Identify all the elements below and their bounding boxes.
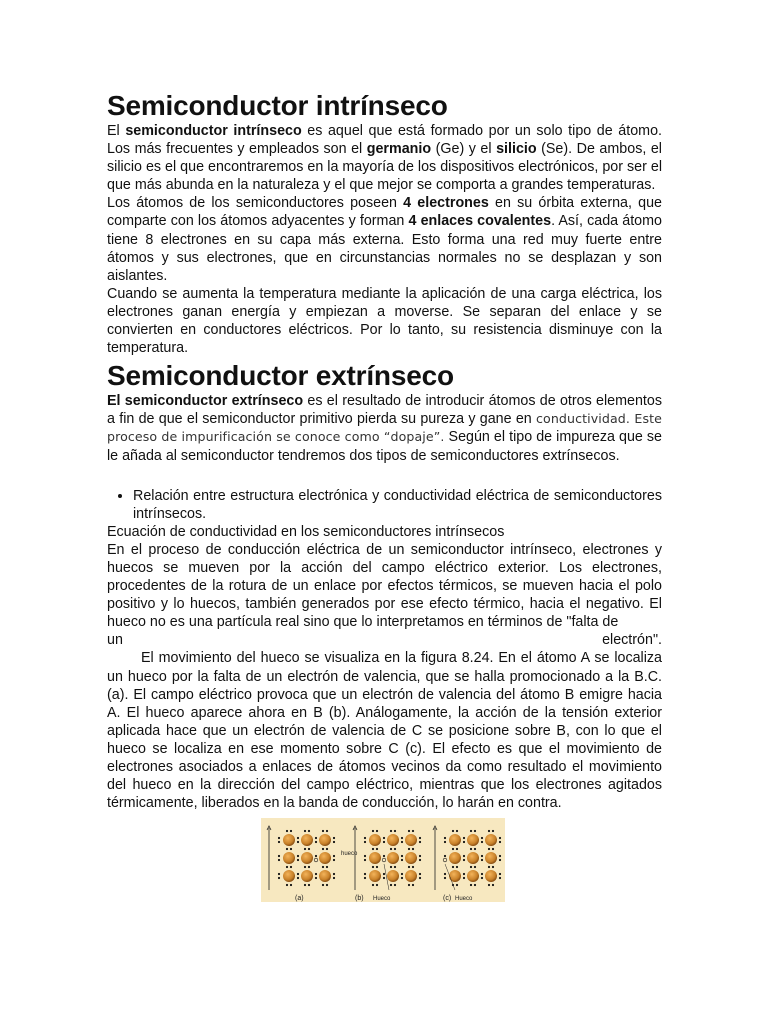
lattice-diagram [261,818,505,902]
hueco-label-a: hueco [341,851,358,858]
paragraph-covalent-bonds: Los átomos de los semiconductores poseen 4 electrones en su órbita externa, que comparte con los átomos adyacentes y forman 4 enlaces covalentes. Así, cada átomo tiene 8 electrones en su capa más externa. Esto forma una red muy fuerte entre átomos y sus electrones, que en circunstancias normales no se desplazan y son aislantes. [107,195,662,284]
paragraph-temperature: Cuando se aumenta la temperatura mediante la aplicación de una carga eléctrica, los electrones ganan energía y empiezan a moverse. Se separan del enlace y se convierten en conductores eléctricos. Por lo tanto, su resistencia disminuye con la temperatura. [107,285,662,357]
bullet-list [107,487,662,523]
document-page [107,90,662,902]
bullet-item: • Relación entre estructura electrónica y conductividad eléctrica de semiconductores intrínsecos. [133,487,662,523]
hueco-label-b: Hueco [373,896,391,903]
heading-semiconductor-extrinseco: Semiconductor extrínseco [107,360,454,392]
paragraph-hole-movement: El movimiento del hueco se visualiza en la figura 8.24. En el átomo A se localiza un hueco por la falta de un electrón de valencia, que se halla promocionado a la B.C. (a). El campo eléctrico provoca que un electrón de valencia del átomo B emigre hacia A. El hueco aparece ahora en B (b). Análogamente, la acción de la tensión exterior aplicada hace que un electrón de valencia de C se posicione sobre B, con lo que el hueco se localiza en ese momento sobre C (c). El efecto es que el movimiento de electrones asociados a enlaces de átomos vecinos da como resultado el movimiento del hueco en la dirección del campo eléctrico, mientras que los electrones agitados térmicamente, liberados en la banda de conducción, lo harán en contra. [107,650,662,812]
label-a: (a) [295,895,304,903]
heading-semiconductor-intrinseco: Semiconductor intrínseco [107,90,448,121]
subheading-conductivity-equation: Ecuación de conductividad en los semiconductores intrínsecos [107,523,505,540]
paragraph-intrinsic-definition: El semiconductor intrínseco es aquel que está formado por un solo tipo de átomo. Los más frecuentes y empleados son el germanio (Ge) y el silicio (Se). De ambos, el silicio es el que encontraremos en la mayoría de los dispositivos electrónicos, por ser el que más abunda en la naturaleza y el que mejor se comporta a grandes temperaturas. [107,123,662,194]
figure-hole-movement [261,818,505,902]
label-b: (b) [355,895,364,903]
hueco-label-c: Hueco [455,896,473,903]
label-c: (c) [443,895,452,903]
paragraph-conduction-tail: un electrón". [107,632,662,649]
paragraph-conduction-process: En el proceso de conducción eléctrica de un semiconductor intrínseco, electrones y huecos se mueven por la acción del campo eléctrico exterior. Los electrones, procedentes de la rotura de un enlace por efectos térmicos, se mueven hacia el polo positivo y lo huecos, también generados por ese efecto térmico, hacia el negativo. El hueco no es una partícula real sino que lo interpretamos en términos de "falta de [107,541,662,631]
paragraph-extrinsic-definition: El semiconductor extrínseco es el resultado de introducir átomos de otros elementos a fin de que el semiconductor primitivo pierda su pureza y gane en conductividad. Este proceso de impurificación se conoce como “dopaje”. Según el tipo de impureza que se le añada al semiconductor tendremos dos tipos de semiconductores extrínsecos. [107,393,663,464]
